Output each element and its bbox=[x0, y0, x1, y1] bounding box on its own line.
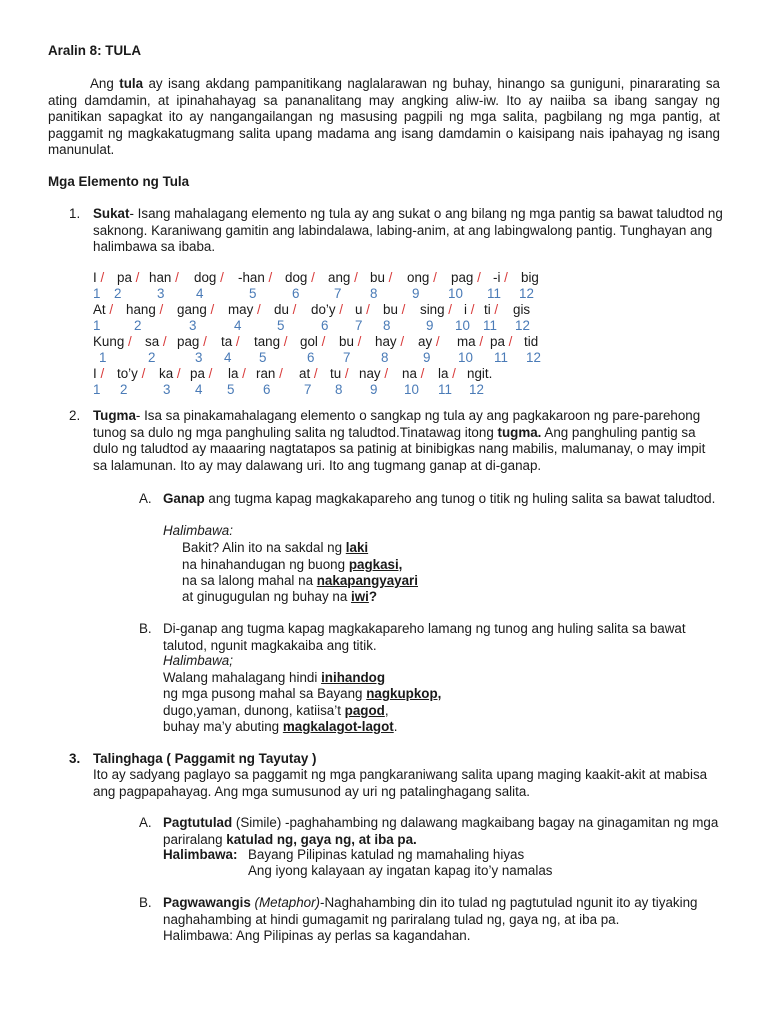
syllable-number: 9 bbox=[370, 382, 378, 397]
syllable-text: do’y bbox=[311, 302, 336, 317]
sukat-number: 1. bbox=[69, 206, 81, 221]
syllable-text: bu bbox=[370, 270, 385, 285]
pagwawangis-example: Halimbawa: Ang Pilipinas ay perlas sa kagandahan. bbox=[163, 928, 471, 943]
syllable-number: 6 bbox=[321, 318, 329, 333]
ganap-letter: A. bbox=[139, 491, 152, 506]
ganap-line-1-rhyme: laki bbox=[345, 540, 369, 555]
syllable-number: 2 bbox=[134, 318, 142, 333]
syllable bbox=[330, 366, 349, 383]
diganap-line-4-end: . bbox=[393, 719, 398, 734]
syllable-number: 8 bbox=[335, 382, 343, 397]
pagwawangis-text: -Naghahambing din ito tulad ng pagtutulad ngunit ito ay tiyaking naghahambing at hindi gumagamit ng pariralang tulad ng, gaya ng, at iba pa. bbox=[163, 895, 698, 927]
syllable-number: 5 bbox=[277, 318, 285, 333]
ganap-poem-line-3 bbox=[182, 573, 418, 590]
pagtutulad-example-line-2: Ang iyong kalayaan ay ingatan kapag ito’y namalas bbox=[248, 863, 553, 878]
syllable bbox=[300, 334, 325, 351]
tugma-term: Tugma bbox=[93, 408, 136, 423]
syllable-separator: / bbox=[416, 366, 425, 381]
syllable-separator: / bbox=[238, 366, 246, 381]
diganap-line-2-text: ng mga pusong mahal sa Bayang bbox=[163, 686, 367, 701]
syllable bbox=[355, 302, 370, 319]
syllable-number: 6 bbox=[292, 286, 300, 301]
syllable-separator: / bbox=[397, 302, 406, 317]
syllable-number: 10 bbox=[404, 382, 419, 397]
syllable-separator: / bbox=[362, 302, 370, 317]
syllable bbox=[420, 302, 452, 319]
diganap-poem-line-1 bbox=[163, 670, 385, 687]
syllable-separator: / bbox=[206, 302, 215, 317]
syllable-text: tang bbox=[254, 334, 281, 349]
diganap-example-label: Halimbawa; bbox=[163, 653, 233, 668]
syllable-number: 9 bbox=[423, 350, 431, 365]
intro-paragraph bbox=[48, 76, 720, 159]
syllable bbox=[418, 334, 440, 351]
syllable-text: ka bbox=[159, 366, 174, 381]
tugma-term-2: tugma. bbox=[497, 424, 542, 440]
syllable-text: -i bbox=[493, 270, 501, 285]
syllable-number: 7 bbox=[304, 382, 312, 397]
diganap-line-3-text: dugo,yaman, dunong, katiisa’t bbox=[163, 703, 345, 718]
syllable bbox=[177, 302, 214, 319]
ganap-line-4-end: ? bbox=[368, 589, 378, 604]
syllable-separator: / bbox=[317, 334, 326, 349]
diganap-poem-line-2 bbox=[163, 686, 441, 703]
syllable-separator: / bbox=[288, 302, 297, 317]
syllable-number: 8 bbox=[370, 286, 378, 301]
ganap-poem-line-4 bbox=[182, 589, 377, 606]
syllable-text: i bbox=[464, 302, 467, 317]
syllable bbox=[117, 270, 139, 287]
diganap-line-2-rhyme: nagkupkop, bbox=[366, 686, 442, 701]
ganap-example-label: Halimbawa: bbox=[163, 523, 233, 538]
ganap-line-1-text: Bakit? Alin ito na sakdal ng bbox=[182, 540, 346, 555]
intro-text-rest: ay isang akdang pampanitikang naglalarawan ng buhay, hinango sa guniguni, pinararating sa ating damdamin, at ipinahahayag sa pananalitang may angking aliw-iw. Ito ay naiiba sa ibang sangay ng panitikan sapagkat ito ay nangangailangan ng masusing pagpili ng mga salita, pagbilang ng mga pantig, at paggamit ng magkakatugmang salita upang madama ang isang damdamin o kaisipang nais ipahayag ng isang manunulat. bbox=[48, 76, 721, 158]
syllable-number: 12 bbox=[515, 318, 530, 333]
syllable-separator: / bbox=[253, 302, 261, 317]
syllable-number: 3 bbox=[195, 350, 203, 365]
syllable-number: 12 bbox=[469, 382, 484, 397]
tugma-paragraph bbox=[93, 408, 723, 474]
syllable-number: 12 bbox=[519, 286, 534, 301]
syllable-separator: / bbox=[490, 302, 499, 317]
syllable-text: sing bbox=[420, 302, 445, 317]
syllable-separator: / bbox=[216, 270, 224, 285]
ganap-line-3-rhyme: nakapangyayari bbox=[316, 573, 418, 588]
ganap-poem-line-2 bbox=[182, 557, 402, 574]
syllable-text: pa bbox=[117, 270, 132, 285]
ganap-line-4-text: at ginugugulan ng buhay na bbox=[182, 589, 352, 604]
syllable bbox=[117, 366, 145, 383]
pagwawangis-term: Pagwawangis bbox=[163, 895, 251, 910]
syllable-number: 1 bbox=[99, 350, 107, 365]
tugma-text-2: Ang panghuling pantig sa dulo ng taludtod ay maaaring nagtatapos sa patinig at binibigkas nang mabilis, malumanay, o may impit sa lalamunan. Ito ay may dalawang uri. Ito ang tugmang ganap at di-ganap. bbox=[93, 424, 706, 473]
syllable-text: ang bbox=[328, 270, 351, 285]
syllable-text: At bbox=[93, 302, 106, 317]
syllable-text: to’y bbox=[117, 366, 138, 381]
syllable-number: 12 bbox=[526, 350, 541, 365]
syllable-separator: / bbox=[105, 302, 114, 317]
syllable bbox=[311, 302, 343, 319]
syllable-number: 5 bbox=[259, 350, 267, 365]
diganap-line-1-text: Walang mahalagang hindi bbox=[163, 670, 322, 685]
syllable-text: nay bbox=[359, 366, 381, 381]
syllable-separator: / bbox=[264, 270, 273, 285]
syllable bbox=[451, 270, 481, 287]
tugma-number: 2. bbox=[69, 408, 81, 423]
syllable-separator: / bbox=[448, 366, 456, 381]
syllable-line bbox=[0, 366, 768, 383]
syllable-text: I bbox=[93, 366, 97, 381]
syllable bbox=[493, 270, 508, 287]
diganap-poem-line-4 bbox=[163, 719, 397, 736]
syllable-text: u bbox=[355, 302, 363, 317]
syllable-number-row bbox=[0, 286, 768, 303]
syllable-line bbox=[0, 302, 768, 319]
syllable bbox=[524, 334, 538, 351]
syllable-text: bu bbox=[339, 334, 354, 349]
syllable bbox=[467, 366, 492, 383]
syllable bbox=[464, 302, 474, 319]
syllable-text: la bbox=[438, 366, 449, 381]
syllable-separator: / bbox=[432, 334, 440, 349]
syllable-number: 6 bbox=[263, 382, 271, 397]
pagtutulad-example-line-1: Bayang Pilipinas katulad ng mamahaling hiyas bbox=[248, 847, 525, 862]
syllable-number: 4 bbox=[196, 286, 204, 301]
syllable-number: 11 bbox=[483, 318, 497, 333]
syllable-separator: / bbox=[204, 366, 213, 381]
lesson-title: Aralin 8: TULA bbox=[48, 43, 141, 58]
syllable-text: ti bbox=[484, 302, 491, 317]
syllable-separator: / bbox=[475, 334, 484, 349]
syllable bbox=[457, 334, 483, 351]
diganap-line-4-rhyme: magkalagot-lagot bbox=[282, 719, 394, 734]
syllable-number: 5 bbox=[227, 382, 235, 397]
syllable-separator: / bbox=[444, 302, 453, 317]
syllable bbox=[228, 366, 246, 383]
pagtutulad-example-label: Halimbawa: bbox=[163, 847, 238, 862]
syllable-text: dog bbox=[285, 270, 308, 285]
diganap-poem-line-3 bbox=[163, 703, 389, 720]
syllable-separator: / bbox=[275, 366, 283, 381]
syllable-separator: / bbox=[232, 334, 240, 349]
syllable-separator: / bbox=[504, 334, 513, 349]
syllable-text: ran bbox=[256, 366, 276, 381]
syllable-number: 1 bbox=[93, 318, 101, 333]
diganap-line-3-rhyme: pagod bbox=[344, 703, 385, 718]
syllable-separator: / bbox=[307, 270, 315, 285]
syllable-number-row bbox=[0, 350, 768, 367]
syllable-number: 6 bbox=[307, 350, 315, 365]
syllable-text: -han bbox=[238, 270, 265, 285]
syllable-number: 9 bbox=[426, 318, 434, 333]
syllable-text: ay bbox=[418, 334, 433, 349]
syllable bbox=[228, 302, 261, 319]
syllable-number: 7 bbox=[334, 286, 342, 301]
syllable bbox=[254, 334, 288, 351]
pagwawangis-english: (Metaphor) bbox=[250, 895, 321, 910]
syllable-number: 2 bbox=[114, 286, 122, 301]
syllable-separator: / bbox=[500, 270, 508, 285]
ganap-line-2-rhyme: pagkasi, bbox=[348, 557, 403, 572]
syllable-separator: / bbox=[380, 366, 389, 381]
ganap-line-4-rhyme: iwi bbox=[351, 589, 369, 604]
syllable-number: 10 bbox=[458, 350, 473, 365]
syllable-count-example bbox=[0, 270, 768, 397]
syllable-text: pa bbox=[190, 366, 205, 381]
pagwawangis-letter: B. bbox=[139, 895, 152, 910]
talinghaga-number: 3. bbox=[69, 751, 81, 766]
syllable bbox=[490, 334, 512, 351]
syllable bbox=[93, 334, 132, 351]
syllable-text: la bbox=[228, 366, 239, 381]
diganap-line-1-rhyme: inihandog bbox=[321, 670, 386, 685]
syllable-text: ong bbox=[407, 270, 430, 285]
syllable bbox=[126, 302, 163, 319]
syllable-text: pag bbox=[177, 334, 200, 349]
syllable-separator: / bbox=[131, 270, 140, 285]
syllable-number: 1 bbox=[93, 286, 101, 301]
elements-heading: Mga Elemento ng Tula bbox=[48, 174, 190, 189]
sukat-paragraph bbox=[93, 206, 723, 256]
syllable-number: 8 bbox=[383, 318, 391, 333]
syllable-separator: / bbox=[280, 334, 288, 349]
syllable bbox=[149, 270, 179, 287]
syllable-text: hay bbox=[375, 334, 397, 349]
pagtutulad-letter: A. bbox=[139, 815, 152, 830]
syllable-number: 4 bbox=[195, 382, 203, 397]
syllable-separator: / bbox=[137, 366, 146, 381]
syllable-text: at bbox=[299, 366, 311, 381]
syllable-number: 2 bbox=[120, 382, 128, 397]
syllable-text: sa bbox=[145, 334, 160, 349]
syllable-separator: / bbox=[124, 334, 132, 349]
syllable-number: 9 bbox=[412, 286, 420, 301]
talinghaga-title: Talinghaga ( Paggamit ng Tayutay ) bbox=[93, 751, 317, 766]
syllable-number: 3 bbox=[189, 318, 197, 333]
pagtutulad-text: (Simile) -paghahambing ng dalawang magkaibang bagay na ginagamitan ng mga pariralang bbox=[163, 815, 719, 847]
syllable bbox=[383, 302, 405, 319]
syllable bbox=[285, 270, 315, 287]
syllable-text: bu bbox=[383, 302, 398, 317]
sukat-term: Sukat bbox=[93, 206, 130, 221]
syllable-separator: / bbox=[199, 334, 207, 349]
syllable-separator: / bbox=[384, 270, 393, 285]
syllable-separator: / bbox=[159, 334, 167, 349]
syllable-separator: / bbox=[155, 302, 164, 317]
syllable-separator: / bbox=[96, 366, 105, 381]
syllable-line bbox=[0, 334, 768, 351]
syllable-number: 11 bbox=[438, 382, 452, 397]
intro-term-tula: tula bbox=[119, 76, 144, 91]
syllable bbox=[93, 302, 113, 319]
syllable-number: 3 bbox=[157, 286, 165, 301]
pagtutulad-phrases: katulad ng, gaya ng, at iba pa. bbox=[226, 831, 417, 847]
ganap-poem-line-1 bbox=[182, 540, 368, 557]
ganap-line-3-text: na sa lalong mahal na bbox=[182, 573, 317, 588]
syllable-text: gol bbox=[300, 334, 318, 349]
syllable-number-row bbox=[0, 382, 768, 399]
syllable-number: 11 bbox=[487, 286, 501, 301]
syllable bbox=[407, 270, 437, 287]
syllable-text: dog bbox=[194, 270, 217, 285]
syllable-separator: / bbox=[350, 270, 358, 285]
talinghaga-paragraph: Ito ay sadyang paglayo sa paggamit ng mga pangkaraniwang salita upang maging kaakit-akit at mabisa ang pagpapahayag. Ang mga sumusunod ay uri ng patalinghagang salita. bbox=[93, 767, 708, 799]
ganap-line-2-text: na hinahandugan ng buong bbox=[182, 557, 349, 572]
pagtutulad-paragraph bbox=[163, 815, 723, 848]
syllable-separator: / bbox=[466, 302, 475, 317]
syllable-text: I bbox=[93, 270, 97, 285]
syllable-number: 10 bbox=[448, 286, 463, 301]
syllable bbox=[521, 270, 539, 287]
syllable-separator: / bbox=[396, 334, 405, 349]
syllable-text: hang bbox=[126, 302, 156, 317]
syllable-separator: / bbox=[310, 366, 318, 381]
syllable bbox=[299, 366, 318, 383]
syllable bbox=[274, 302, 296, 319]
ganap-text: ang tugma kapag magkakapareho ang tunog o titik ng huling salita sa bawat taludtod. bbox=[204, 491, 716, 506]
syllable-text: may bbox=[228, 302, 254, 317]
syllable bbox=[194, 270, 224, 287]
syllable bbox=[190, 366, 212, 383]
diganap-line-3-end: , bbox=[384, 703, 389, 718]
syllable-separator: / bbox=[353, 334, 362, 349]
syllable bbox=[370, 270, 392, 287]
syllable-number: 8 bbox=[381, 350, 389, 365]
syllable-text: pag bbox=[451, 270, 474, 285]
syllable bbox=[513, 302, 530, 319]
syllable bbox=[177, 334, 207, 351]
syllable-number: 4 bbox=[224, 350, 232, 365]
syllable-text: gang bbox=[177, 302, 207, 317]
syllable-text: na bbox=[402, 366, 417, 381]
syllable-number-row bbox=[0, 318, 768, 335]
syllable bbox=[256, 366, 283, 383]
syllable bbox=[484, 302, 498, 319]
syllable-number: 10 bbox=[455, 318, 470, 333]
syllable-text: han bbox=[149, 270, 172, 285]
diganap-letter: B. bbox=[139, 621, 152, 636]
syllable-line bbox=[0, 270, 768, 287]
syllable-number: 7 bbox=[343, 350, 351, 365]
syllable-separator: / bbox=[173, 366, 181, 381]
syllable-number: 5 bbox=[249, 286, 257, 301]
syllable-number: 4 bbox=[234, 318, 242, 333]
tugma-text-1: - Isa sa pinakamahalagang elemento o sangkap ng tula ay ang pagkakaroon ng pare-parehong tunog sa dulo ng mga panghuling salita ng taludtod.Tinatawag itong bbox=[93, 408, 701, 440]
syllable bbox=[375, 334, 404, 351]
syllable bbox=[238, 270, 272, 287]
syllable-separator: / bbox=[429, 270, 437, 285]
syllable bbox=[359, 366, 388, 383]
syllable-number: 3 bbox=[163, 382, 171, 397]
syllable-separator: / bbox=[171, 270, 179, 285]
syllable-text: du bbox=[274, 302, 289, 317]
syllable-text: pa bbox=[490, 334, 505, 349]
intro-text-start: Ang bbox=[90, 76, 120, 91]
pagwawangis-paragraph bbox=[163, 895, 723, 928]
syllable-text: gis bbox=[513, 302, 531, 317]
ganap-paragraph bbox=[163, 491, 723, 508]
sukat-text: - Isang mahalagang elemento ng tula ay ang sukat o ang bilang ng mga pantig sa bawat taludtod ng saknong. Karaniwang gamitin ang labindalawa, labing-anim, at ang labingwalong pantig. Tunghayan ang halimbawa sa ibaba. bbox=[93, 206, 723, 255]
syllable-text: ma bbox=[457, 334, 476, 349]
syllable-number: 7 bbox=[355, 318, 363, 333]
syllable bbox=[438, 366, 456, 383]
syllable-text: Kung bbox=[93, 334, 125, 349]
syllable-text: ngit. bbox=[467, 366, 493, 381]
diganap-line-4-text: buhay ma’y abuting bbox=[163, 719, 283, 734]
syllable bbox=[328, 270, 358, 287]
syllable bbox=[93, 270, 104, 287]
syllable-text: tid bbox=[524, 334, 539, 349]
syllable-separator: / bbox=[473, 270, 481, 285]
ganap-term: Ganap bbox=[163, 491, 205, 506]
syllable-separator: / bbox=[341, 366, 349, 381]
diganap-paragraph: Di-ganap ang tugma kapag magkakapareho lamang ng tunog ang huling salita sa bawat talutod, ngunit magkakaiba ang titik. bbox=[163, 621, 686, 653]
syllable-text: ta bbox=[221, 334, 233, 349]
syllable-text: big bbox=[521, 270, 539, 285]
syllable bbox=[145, 334, 167, 351]
syllable bbox=[339, 334, 361, 351]
syllable-number: 1 bbox=[93, 382, 101, 397]
syllable-separator: / bbox=[335, 302, 344, 317]
syllable bbox=[402, 366, 424, 383]
pagtutulad-term: Pagtutulad bbox=[163, 815, 233, 830]
syllable bbox=[159, 366, 181, 383]
syllable bbox=[93, 366, 104, 383]
syllable-text: tu bbox=[330, 366, 342, 381]
syllable bbox=[221, 334, 240, 351]
syllable-number: 2 bbox=[148, 350, 156, 365]
syllable-separator: / bbox=[96, 270, 105, 285]
syllable-number: 11 bbox=[494, 350, 508, 365]
